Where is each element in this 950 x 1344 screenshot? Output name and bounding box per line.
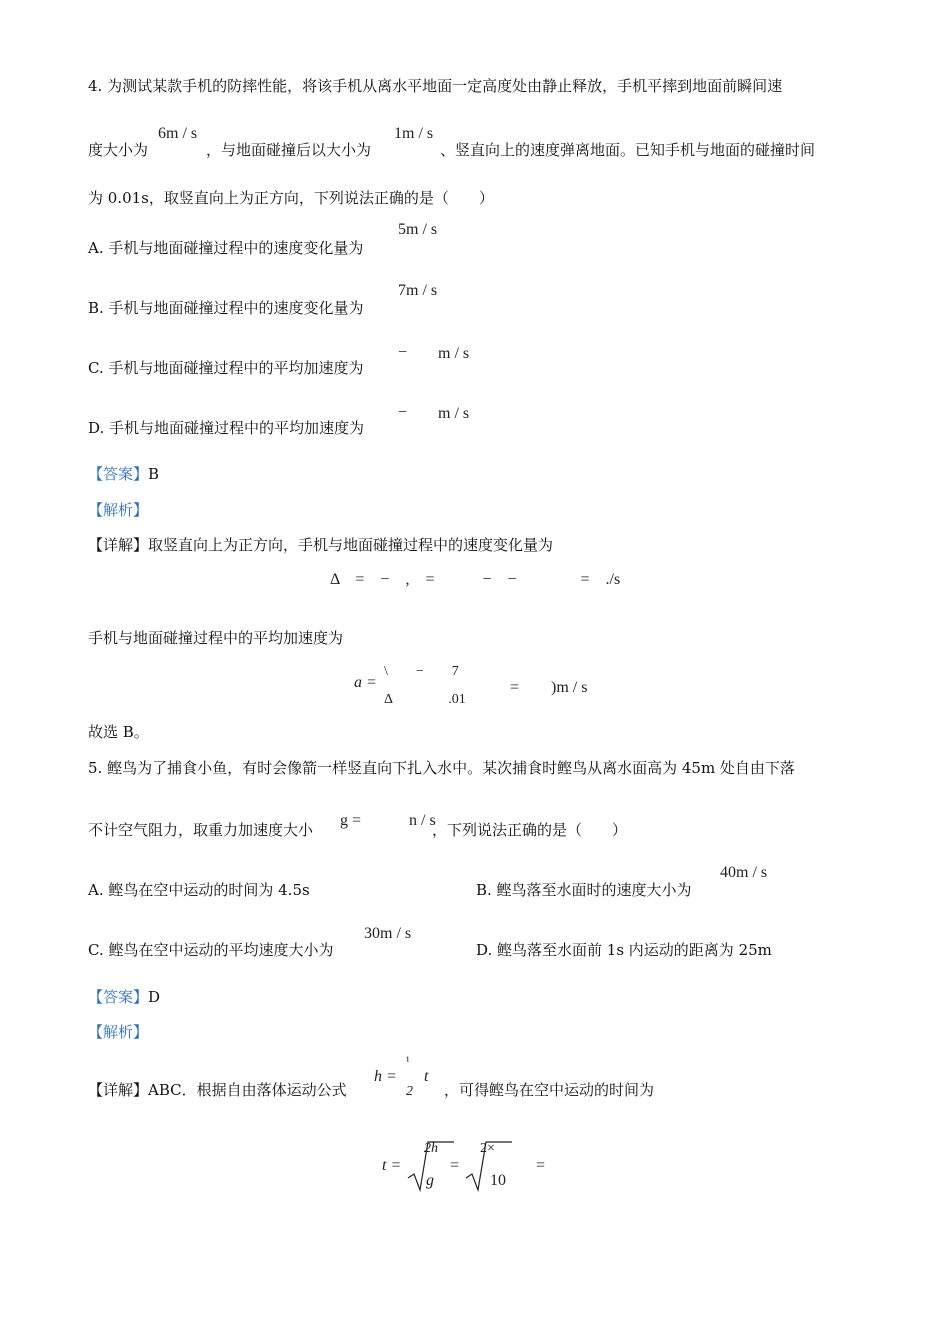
q5-option-c-math: 30m / s — [364, 925, 412, 942]
q5-stem-line-1: 5. 鲣鸟为了捕食小鱼，有时会像箭一样竖直向下扎入水中。某次捕食时鲣鸟从离水面高为 45m 处自由下落 — [88, 759, 795, 777]
q4-stem-2c: 、竖直向上的速度弹离地面。已知手机与地面的碰撞时间 — [440, 141, 816, 159]
q4-stem-2a: 度大小为 — [88, 141, 149, 159]
q5-formula-rest: t — [424, 1068, 429, 1085]
q5-formula-h: h = — [374, 1068, 397, 1085]
q5-detail-tag: 【详解】 — [88, 1081, 149, 1099]
q4-option-b-math: 7m / s — [398, 282, 438, 299]
q5-option-c: C. 鲣鸟在空中运动的平均速度大小为 — [88, 941, 334, 959]
q5-stem-2b: ，下列说法正确的是（ ） — [432, 821, 628, 839]
q4-answer-value: B — [148, 465, 160, 483]
q4-option-a-math: 5m / s — [398, 221, 438, 238]
q5-formula-frac-top: ¹ — [406, 1054, 410, 1068]
q5-eq-t-rad1-top: 2h — [424, 1141, 438, 1156]
q4-stem-line-2 — [88, 140, 148, 160]
q5-option-d: D. 鲣鸟落至水面前 1s 内运动的距离为 25m — [476, 941, 772, 959]
q4-option-c-math-b: m / s — [438, 345, 470, 362]
q5-analysis — [88, 1022, 148, 1042]
q4-conclusion: 故选 B。 — [88, 723, 149, 741]
q4-stem-2b: ，与地面碰撞后以大小为 — [206, 141, 372, 159]
q5-stem-2a: 不计空气阻力，取重力加速度大小 — [88, 821, 314, 839]
q4-option-b: B. 手机与地面碰撞过程中的速度变化量为 — [88, 299, 364, 317]
q5-eq-t-rad2-top: 2× — [480, 1141, 495, 1156]
q4-option-d-math-b: m / s — [438, 405, 470, 422]
q4-stem-line-3: 为 0.01s，取竖直向上为正方向，下列说法正确的是（ ） — [88, 189, 494, 207]
q5-answer-value: D — [148, 988, 161, 1006]
q4-option-c: C. 手机与地面碰撞过程中的平均加速度为 — [88, 359, 364, 377]
q4-option-d-math-a: − — [398, 404, 408, 421]
q5-g-expression: g = n / s — [340, 812, 436, 829]
q4-detail — [88, 535, 553, 555]
q4-stem-line-1: 4. 为测试某款手机的防摔性能，将该手机从离水平地面一定高度处由静止释放，手机平摔到地面前瞬间速 — [88, 77, 783, 95]
q4-eq2-result: = )m / s — [510, 679, 588, 696]
q4-option-d: D. 手机与地面碰撞过程中的平均加速度为 — [88, 419, 365, 437]
q5-detail — [88, 1080, 347, 1100]
q4-detail-tag: 【详解】 — [88, 536, 149, 554]
q4-option-c-math-a: − — [398, 344, 408, 361]
q4-v1: 6m / s — [158, 125, 198, 142]
q5-formula-frac-bottom: 2 — [406, 1084, 413, 1099]
q5-option-b: B. 鲣鸟落至水面时的速度大小为 — [476, 881, 692, 899]
q5-answer — [88, 987, 160, 1007]
q4-answer-tag: 【答案】 — [88, 465, 149, 483]
q4-average-accel-text: 手机与地面碰撞过程中的平均加速度为 — [88, 629, 344, 647]
q5-option-b-math: 40m / s — [720, 864, 768, 881]
q5-answer-tag: 【答案】 — [88, 988, 149, 1006]
q5-option-a: A. 鲣鸟在空中运动的时间为 4.5s — [88, 881, 310, 899]
q5-detail-text-a: ABC．根据自由落体运动公式 — [148, 1081, 347, 1099]
q5-eq-t-eq: = — [450, 1157, 460, 1174]
q5-detail-text-b: ，可得鲣鸟在空中运动的时间为 — [444, 1081, 655, 1099]
q4-detail-text: 取竖直向上为正方向，手机与地面碰撞过程中的速度变化量为 — [148, 536, 554, 554]
q4-analysis-tag: 【解析】 — [88, 501, 149, 519]
q4-equation-1: Δ = − , = − − = ./s — [330, 571, 621, 588]
q5-analysis-tag: 【解析】 — [88, 1023, 149, 1041]
q5-eq-t-end: = — [536, 1157, 546, 1174]
q4-v2: 1m / s — [394, 125, 434, 142]
q4-eq2-lhs: a = — [354, 674, 377, 691]
q4-answer — [88, 464, 159, 484]
q5-eq-t-rad1-bottom: g — [426, 1172, 434, 1189]
q4-option-a: A. 手机与地面碰撞过程中的速度变化量为 — [88, 239, 364, 257]
q4-eq2-numerator: \ − 7 — [384, 664, 459, 679]
q4-analysis — [88, 500, 148, 520]
q5-eq-t-rad2-bottom: 10 — [490, 1172, 506, 1189]
q5-eq-t-lhs: t = — [382, 1157, 402, 1174]
q4-eq2-denominator: Δ .01 — [384, 692, 466, 707]
